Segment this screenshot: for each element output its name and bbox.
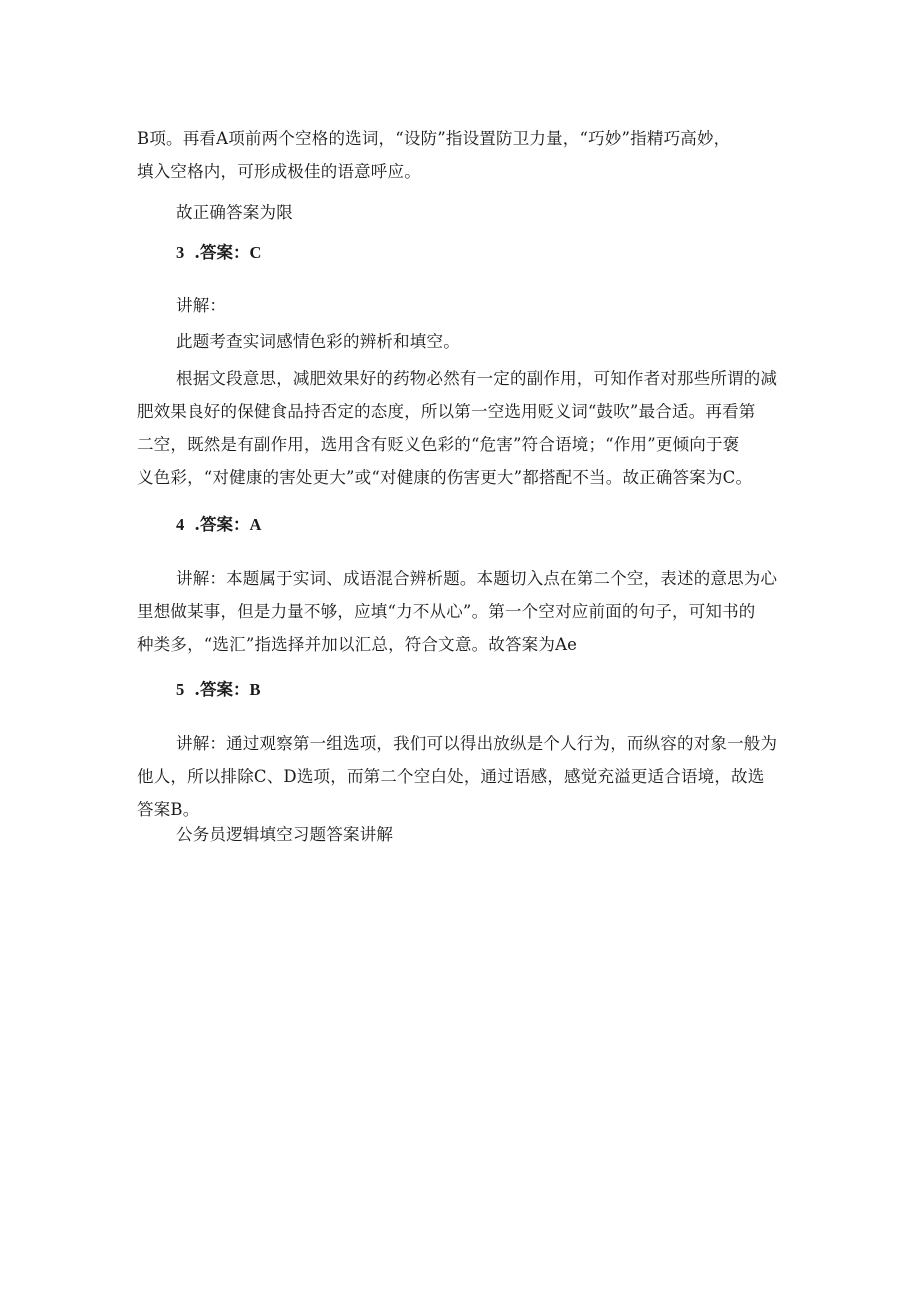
answer-label: .答案： bbox=[194, 243, 250, 262]
question-5-explanation bbox=[137, 727, 785, 826]
text-line: 里想做某事，但是力量不够，应填“力不从心”。第一个空对应前面的句子，可知书的 bbox=[137, 602, 756, 621]
question-5-heading bbox=[176, 678, 261, 702]
text-line: 义色彩，“对健康的害处更大”或“对健康的伤害更大”都搭配不当。故正确答案为C。 bbox=[137, 468, 753, 487]
question-number: 5 bbox=[176, 680, 185, 699]
answer-label: .答案： bbox=[194, 515, 250, 534]
answer-value: C bbox=[249, 243, 262, 262]
paragraph-option-analysis bbox=[137, 122, 785, 188]
explanation-intro: 此题考查实词感情色彩的辨析和填空。 bbox=[176, 332, 460, 351]
question-4-explanation bbox=[137, 562, 785, 661]
text-line: 填入空格内，可形成极佳的语意呼应。 bbox=[137, 162, 421, 181]
section-title: 公务员逻辑填空习题答案讲解 bbox=[176, 825, 394, 844]
text-line: 他人，所以排除C、D选项，而第二个空白处，通过语感，感觉充溢更适合语境，故选 bbox=[137, 767, 765, 786]
text-line: 答案B。 bbox=[137, 800, 200, 819]
question-3-explanation bbox=[137, 362, 785, 494]
text-line: 根据文段意思，减肥效果好的药物必然有一定的副作用，可知作者对那些所谓的减 bbox=[176, 369, 778, 388]
answer-value: B bbox=[249, 680, 261, 699]
answer-conclusion: 故正确答案为限 bbox=[176, 203, 293, 222]
text-line: 二空，既然是有副作用，选用含有贬义色彩的“危害”符合语境；“作用”更倾向于褒 bbox=[137, 435, 740, 454]
text-line: 讲解：通过观察第一组选项，我们可以得出放纵是个人行为，而纵容的对象一般为 bbox=[176, 734, 778, 753]
text-line: 种类多，“选汇”指选择并加以汇总，符合文意。故答案为Ae bbox=[137, 635, 578, 654]
question-number: 3 bbox=[176, 243, 185, 262]
text-line: 讲解：本题属于实词、成语混合辨析题。本题切入点在第二个空，表述的意思为心 bbox=[176, 569, 778, 588]
explanation-label: 讲解： bbox=[176, 296, 227, 315]
answer-label: .答案： bbox=[194, 680, 250, 699]
text-line: B项。再看A项前两个空格的选词，“设防”指设置防卫力量，“巧妙”指精巧高妙， bbox=[137, 129, 731, 148]
question-4-heading bbox=[176, 513, 261, 537]
text-line: 肥效果良好的保健食品持否定的态度，所以第一空选用贬义词“鼓吹”最合适。再看第 bbox=[137, 402, 756, 421]
answer-value: A bbox=[249, 515, 262, 534]
question-number: 4 bbox=[176, 515, 185, 534]
question-3-heading bbox=[176, 241, 261, 265]
